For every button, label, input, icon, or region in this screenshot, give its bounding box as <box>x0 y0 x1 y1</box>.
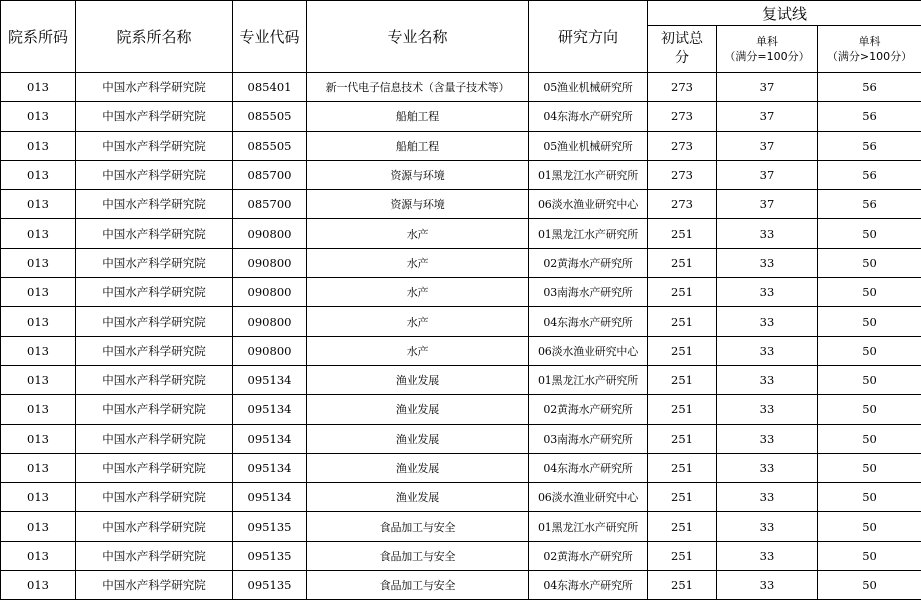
cell-major-code: 090800 <box>233 278 307 307</box>
cell-single-100plus: 56 <box>818 160 921 189</box>
cell-dept-code: 013 <box>1 102 76 131</box>
cell-total-score: 251 <box>648 365 717 394</box>
cell-major-name: 食品加工与安全 <box>307 571 529 600</box>
cell-single-100plus: 50 <box>818 278 921 307</box>
cell-major-name: 水产 <box>307 219 529 248</box>
cell-single-100: 33 <box>717 453 818 482</box>
cell-total-score: 251 <box>648 219 717 248</box>
table-row <box>1 571 921 600</box>
header-total-score <box>648 26 717 73</box>
cell-single-100: 33 <box>717 336 818 365</box>
cell-single-100plus: 50 <box>818 219 921 248</box>
cell-dept-name: 中国水产科学研究院 <box>76 73 233 102</box>
cell-direction: 06淡水渔业研究中心 <box>529 190 648 219</box>
cell-single-100: 33 <box>717 307 818 336</box>
cell-single-100plus: 50 <box>818 541 921 570</box>
cell-single-100plus: 56 <box>818 73 921 102</box>
cell-dept-code: 013 <box>1 336 76 365</box>
table-body <box>1 73 921 600</box>
cell-single-100plus: 50 <box>818 248 921 277</box>
cell-major-name: 水产 <box>307 336 529 365</box>
cell-direction: 02黄海水产研究所 <box>529 541 648 570</box>
cell-direction: 04东海水产研究所 <box>529 102 648 131</box>
cell-single-100plus: 50 <box>818 483 921 512</box>
header-single-100plus-line2: （满分>100分） <box>826 50 913 63</box>
cell-direction: 01黑龙江水产研究所 <box>529 219 648 248</box>
cell-single-100plus: 50 <box>818 336 921 365</box>
cell-direction: 02黄海水产研究所 <box>529 248 648 277</box>
cell-major-name: 渔业发展 <box>307 424 529 453</box>
cell-direction: 04东海水产研究所 <box>529 571 648 600</box>
header-single-100-line1: 单科 <box>756 35 778 48</box>
cell-dept-name: 中国水产科学研究院 <box>76 278 233 307</box>
cell-major-code: 085505 <box>233 131 307 160</box>
table-row <box>1 395 921 424</box>
cell-dept-name: 中国水产科学研究院 <box>76 336 233 365</box>
cell-dept-name: 中国水产科学研究院 <box>76 571 233 600</box>
cell-dept-name: 中国水产科学研究院 <box>76 219 233 248</box>
cell-major-code: 095134 <box>233 424 307 453</box>
cell-direction: 06淡水渔业研究中心 <box>529 483 648 512</box>
cell-direction: 01黑龙江水产研究所 <box>529 160 648 189</box>
cell-dept-name: 中国水产科学研究院 <box>76 424 233 453</box>
cell-dept-name: 中国水产科学研究院 <box>76 512 233 541</box>
header-major-name: 专业名称 <box>307 1 529 73</box>
cell-total-score: 273 <box>648 102 717 131</box>
cell-major-name: 渔业发展 <box>307 453 529 482</box>
table-row <box>1 336 921 365</box>
cell-major-name: 渔业发展 <box>307 395 529 424</box>
cell-single-100: 37 <box>717 190 818 219</box>
cell-single-100: 37 <box>717 160 818 189</box>
cell-total-score: 251 <box>648 248 717 277</box>
table-row <box>1 278 921 307</box>
header-direction: 研究方向 <box>529 1 648 73</box>
cell-major-name: 渔业发展 <box>307 483 529 512</box>
table-row <box>1 365 921 394</box>
cell-dept-code: 013 <box>1 307 76 336</box>
cell-major-code: 090800 <box>233 248 307 277</box>
table-row <box>1 307 921 336</box>
cell-major-name: 水产 <box>307 307 529 336</box>
cell-dept-name: 中国水产科学研究院 <box>76 190 233 219</box>
cell-major-code: 095135 <box>233 571 307 600</box>
cell-single-100: 33 <box>717 541 818 570</box>
cell-major-name: 船舶工程 <box>307 131 529 160</box>
cell-major-code: 095134 <box>233 453 307 482</box>
header-dept-code: 院系所码 <box>1 1 76 73</box>
cell-single-100plus: 50 <box>818 365 921 394</box>
header-total-line2: 分 <box>675 50 689 66</box>
cell-dept-name: 中国水产科学研究院 <box>76 102 233 131</box>
cell-single-100: 37 <box>717 131 818 160</box>
cell-single-100: 33 <box>717 219 818 248</box>
table-row <box>1 190 921 219</box>
cell-dept-code: 013 <box>1 424 76 453</box>
cell-direction: 02黄海水产研究所 <box>529 395 648 424</box>
cell-single-100: 33 <box>717 248 818 277</box>
cell-direction: 01黑龙江水产研究所 <box>529 365 648 394</box>
cell-total-score: 251 <box>648 512 717 541</box>
header-row-top <box>1 1 921 26</box>
cell-dept-code: 013 <box>1 248 76 277</box>
cell-dept-code: 013 <box>1 483 76 512</box>
cell-single-100: 33 <box>717 571 818 600</box>
cell-dept-name: 中国水产科学研究院 <box>76 131 233 160</box>
cell-major-code: 095135 <box>233 512 307 541</box>
cell-dept-code: 013 <box>1 541 76 570</box>
cell-single-100plus: 50 <box>818 512 921 541</box>
cell-single-100plus: 50 <box>818 571 921 600</box>
cell-total-score: 273 <box>648 190 717 219</box>
header-retest-line: 复试线 <box>648 1 921 26</box>
cell-total-score: 251 <box>648 541 717 570</box>
cell-total-score: 251 <box>648 307 717 336</box>
table-row <box>1 73 921 102</box>
table-row <box>1 131 921 160</box>
cell-direction: 04东海水产研究所 <box>529 307 648 336</box>
cell-total-score: 273 <box>648 160 717 189</box>
cell-dept-code: 013 <box>1 512 76 541</box>
cell-direction: 03南海水产研究所 <box>529 424 648 453</box>
cell-direction: 05渔业机械研究所 <box>529 131 648 160</box>
header-major-code: 专业代码 <box>233 1 307 73</box>
cell-dept-code: 013 <box>1 219 76 248</box>
cell-dept-name: 中国水产科学研究院 <box>76 248 233 277</box>
header-single-100plus-line1: 单科 <box>858 35 881 48</box>
cell-major-code: 085401 <box>233 73 307 102</box>
cell-single-100: 33 <box>717 424 818 453</box>
table-row <box>1 102 921 131</box>
header-dept-name: 院系所名称 <box>76 1 233 73</box>
cell-single-100: 33 <box>717 365 818 394</box>
table-row <box>1 512 921 541</box>
cell-major-name: 资源与环境 <box>307 190 529 219</box>
cell-single-100: 33 <box>717 512 818 541</box>
cell-major-code: 090800 <box>233 307 307 336</box>
cell-dept-name: 中国水产科学研究院 <box>76 307 233 336</box>
cell-total-score: 251 <box>648 395 717 424</box>
cell-dept-name: 中国水产科学研究院 <box>76 483 233 512</box>
cell-single-100: 33 <box>717 395 818 424</box>
cell-single-100plus: 56 <box>818 190 921 219</box>
cell-single-100plus: 56 <box>818 102 921 131</box>
cell-dept-code: 013 <box>1 365 76 394</box>
table-row <box>1 219 921 248</box>
cell-single-100plus: 56 <box>818 131 921 160</box>
cell-dept-name: 中国水产科学研究院 <box>76 453 233 482</box>
header-total-line1: 初试总 <box>661 31 703 47</box>
cell-dept-name: 中国水产科学研究院 <box>76 395 233 424</box>
cell-major-name: 食品加工与安全 <box>307 541 529 570</box>
cell-dept-code: 013 <box>1 131 76 160</box>
header-single-100 <box>717 26 818 73</box>
cell-major-name: 渔业发展 <box>307 365 529 394</box>
cell-single-100plus: 50 <box>818 424 921 453</box>
cell-major-code: 095134 <box>233 395 307 424</box>
cell-major-code: 085700 <box>233 190 307 219</box>
cell-dept-code: 013 <box>1 73 76 102</box>
cell-major-code: 090800 <box>233 219 307 248</box>
cell-dept-code: 013 <box>1 453 76 482</box>
cell-direction: 05渔业机械研究所 <box>529 73 648 102</box>
cell-major-code: 095134 <box>233 483 307 512</box>
cell-single-100: 37 <box>717 102 818 131</box>
cell-dept-name: 中国水产科学研究院 <box>76 160 233 189</box>
cell-total-score: 251 <box>648 336 717 365</box>
cell-major-code: 090800 <box>233 336 307 365</box>
cell-single-100plus: 50 <box>818 453 921 482</box>
cell-total-score: 273 <box>648 131 717 160</box>
cell-single-100plus: 50 <box>818 395 921 424</box>
cell-major-code: 085700 <box>233 160 307 189</box>
cell-total-score: 251 <box>648 278 717 307</box>
table-row <box>1 248 921 277</box>
cell-dept-code: 013 <box>1 160 76 189</box>
cell-direction: 01黑龙江水产研究所 <box>529 512 648 541</box>
cell-total-score: 251 <box>648 483 717 512</box>
cell-direction: 04东海水产研究所 <box>529 453 648 482</box>
cell-total-score: 251 <box>648 424 717 453</box>
cell-major-name: 新一代电子信息技术（含量子技术等） <box>307 73 529 102</box>
table-row <box>1 160 921 189</box>
cell-direction: 03南海水产研究所 <box>529 278 648 307</box>
table-row <box>1 424 921 453</box>
cell-dept-name: 中国水产科学研究院 <box>76 541 233 570</box>
cell-dept-code: 013 <box>1 278 76 307</box>
cell-major-name: 食品加工与安全 <box>307 512 529 541</box>
table-row <box>1 453 921 482</box>
cell-major-name: 水产 <box>307 278 529 307</box>
cell-single-100: 33 <box>717 278 818 307</box>
cell-dept-code: 013 <box>1 571 76 600</box>
table-row <box>1 541 921 570</box>
cell-dept-name: 中国水产科学研究院 <box>76 365 233 394</box>
cell-major-code: 095135 <box>233 541 307 570</box>
cell-single-100plus: 50 <box>818 307 921 336</box>
cell-major-code: 085505 <box>233 102 307 131</box>
cell-major-code: 095134 <box>233 365 307 394</box>
cell-major-name: 船舶工程 <box>307 102 529 131</box>
cell-dept-code: 013 <box>1 395 76 424</box>
header-single-100plus <box>818 26 921 73</box>
cell-total-score: 251 <box>648 453 717 482</box>
cell-single-100: 33 <box>717 483 818 512</box>
cell-dept-code: 013 <box>1 190 76 219</box>
cell-major-name: 水产 <box>307 248 529 277</box>
cell-total-score: 273 <box>648 73 717 102</box>
cell-major-name: 资源与环境 <box>307 160 529 189</box>
cell-total-score: 251 <box>648 571 717 600</box>
cell-direction: 06淡水渔业研究中心 <box>529 336 648 365</box>
header-single-100-line2: （满分=100分） <box>724 50 810 63</box>
table-row <box>1 483 921 512</box>
cell-single-100: 37 <box>717 73 818 102</box>
